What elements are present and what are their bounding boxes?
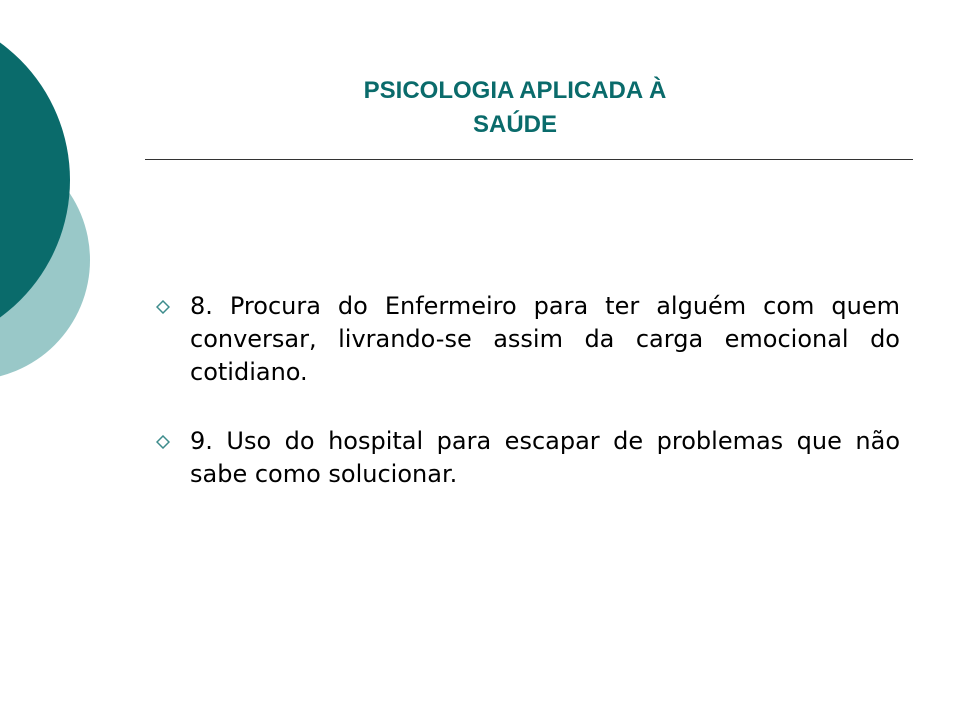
bullet-item xyxy=(150,425,900,491)
slide-title-line-1: PSICOLOGIA APLICADA À xyxy=(363,77,667,104)
slide-title xyxy=(260,74,770,142)
slide-title-line-2: SAÚDE xyxy=(472,111,557,138)
bullet-text: 8. Procura do Enfermeiro para ter alguém com quem conversar, livrando-se assim da carga emocional do cotidiano. xyxy=(190,292,900,386)
hollow-diamond-icon xyxy=(156,435,170,449)
bullet-list xyxy=(150,290,900,527)
bullet-text: 9. Uso do hospital para escapar de problemas que não sabe como solucionar. xyxy=(190,427,900,488)
bullet-item xyxy=(150,290,900,389)
hollow-diamond-icon xyxy=(156,300,170,314)
title-divider xyxy=(145,159,913,160)
